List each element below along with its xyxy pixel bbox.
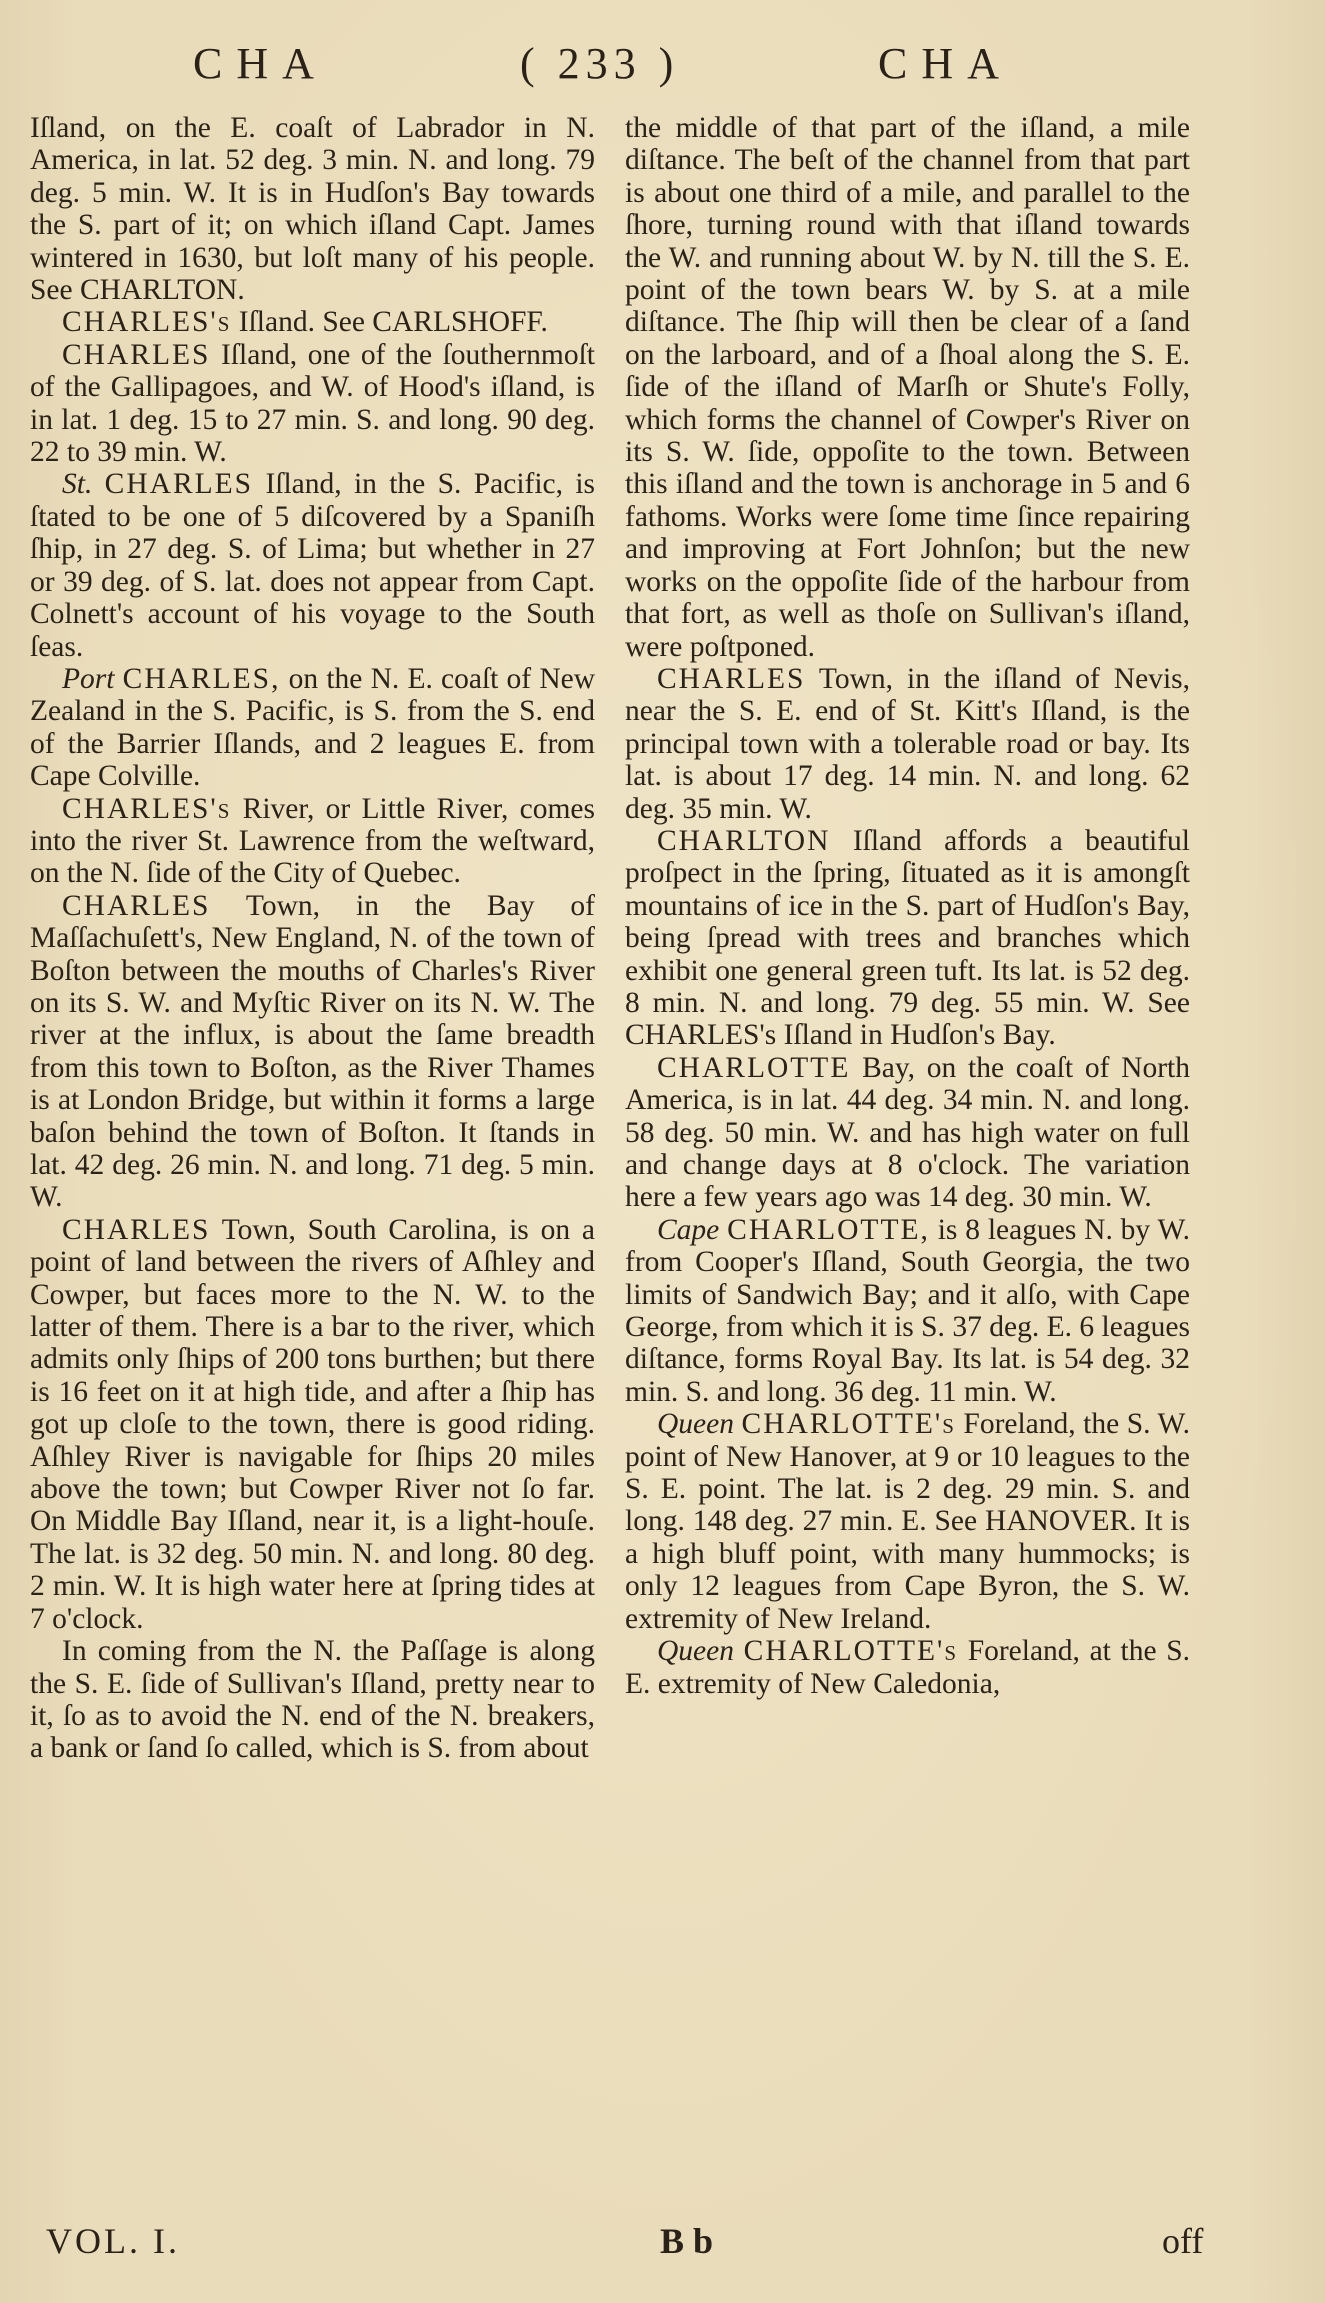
page-number: ( 233 ) bbox=[520, 39, 680, 88]
page-footer bbox=[0, 2220, 1325, 2270]
entry-headword: CHARLES bbox=[62, 338, 211, 371]
entry-text: Town, in the Bay of Maſſachuſett's, New England, N. of the town of Boſton between the mouths of Charles's River on its S. W. and Myſtic River on its N. W. The river at the influx, is about the ſame breadth from this town to Boſton, as the River Thames is at London Bridge, but within it forms a large baſon behind the town of Boſton. It ſtands in lat. 42 deg. 26 min. N. and long. 71 deg. 5 min. W. bbox=[30, 889, 596, 1214]
entry-text: Iſland. See CARLSHOFF. bbox=[238, 306, 548, 339]
entry-text: on the N. E. coaſt of New Zealand in the S. Pacific, is S. from the S. end of the Barrier Iſlands, and 2 leagues E. from Cape Colville. bbox=[30, 662, 596, 793]
entry-text: Bay, on the coaſt of North America, is in lat. 44 deg. 34 min. N. and long. 58 deg. 50 min. W. and has high water on full and change days at 8 o'clock. The variation here a few years ago was 14 deg. 30 min. W. bbox=[625, 1051, 1190, 1214]
entry-headword: CHARLES bbox=[62, 889, 211, 922]
entry-headword: CHARLTON bbox=[657, 824, 831, 857]
gazetteer-entry bbox=[30, 793, 595, 890]
entry-text: Iſland affords a beautiful proſpect in the ſpring, ſituated as it is amongſt mountains of ice in the S. part of Hudſon's Bay, being ſpread with trees and branches which exhibit one general green tuft. Its lat. is 52 deg. 8 min. N. and long. 79 deg. 55 min. W. See CHARLES's Iſland in Hudſon's Bay. bbox=[625, 824, 1191, 1052]
entry-headword: CHARLES bbox=[104, 468, 254, 501]
entry-text: Iſland, one of the ſouthernmoſt of the Gallipagoes, and W. of Hood's iſland, is in lat. 1 deg. 15 to 27 min. S. and long. 90 deg. 22 to 39 min. W. bbox=[30, 338, 595, 469]
header-right-word: CHA bbox=[878, 39, 1013, 88]
entry-text: Foreland, at the S. E. extremity of New Caledonia, bbox=[625, 1635, 1191, 1700]
entry-headword: CHARLES's bbox=[62, 792, 232, 825]
volume-label: VOL. I. bbox=[46, 2221, 180, 2261]
gazetteer-entry bbox=[625, 825, 1190, 1052]
gazetteer-entry bbox=[625, 1214, 1190, 1408]
entry-text: Town, in the iſland of Nevis, near the S. E. end of St. Kitt's Iſland, is the principal town with a tolerable road or bay. Its lat. is about 17 deg. 14 min. N. and long. 62 deg. 35 min. W. bbox=[625, 662, 1190, 825]
entry-text: Iſland, in the S. Pacific, is ſtated to be one of 5 diſcovered by a Spaniſh ſhip, in 27 deg. S. of Lima; but whether in 27 or 39 deg. of S. lat. does not appear from Capt. Colnett's account of his voyage to the South ſeas. bbox=[30, 468, 596, 663]
gazetteer-entry bbox=[30, 890, 595, 1214]
gazetteer-entry bbox=[30, 663, 595, 793]
signature-mark: B b bbox=[660, 2221, 714, 2261]
entry-text: is 8 leagues N. by W. from Cooper's Iſland, South Georgia, the two limits of Sandwich Bay; and it alſo, with Cape George, from which it is S. 37 deg. E. 6 leagues diſtance, forms Royal Bay. Its lat. is 54 deg. 32 min. S. and long. 36 deg. 11 min. W. bbox=[625, 1213, 1191, 1408]
gazetteer-entry bbox=[30, 1635, 595, 1765]
entry-prefix: Queen bbox=[657, 1635, 734, 1668]
gazetteer-entry bbox=[625, 1408, 1190, 1635]
entry-headword: CHARLOTTE bbox=[657, 1051, 851, 1084]
gazetteer-entry bbox=[625, 663, 1190, 825]
entry-text: Iſland, on the E. coaſt of Labrador in N. America, in lat. 52 deg. 3 min. N. and long. 79 deg. 5 min. W. It is in Hudſon's Bay towards the S. part of it; on which iſland Capt. James wintered in 1630, but loſt many of his people. See CHARLTON. bbox=[30, 112, 595, 307]
gazetteer-entry bbox=[30, 1214, 595, 1635]
entry-headword: CHARLOTTE's bbox=[741, 1408, 956, 1441]
entry-text: In coming from the N. the Paſſage is along the S. E. ſide of Sullivan's Iſland, pretty near to it, ſo as to avoid the N. end of the N. breakers, a bank or ſand ſo called, which is S. from about bbox=[30, 1635, 595, 1765]
gazetteer-entry bbox=[30, 339, 595, 469]
gazetteer-entry bbox=[30, 112, 595, 306]
entry-headword: CHARLES bbox=[657, 662, 806, 695]
gazetteer-entry bbox=[30, 468, 595, 662]
entry-prefix: Queen bbox=[657, 1408, 734, 1441]
entry-text: the middle of that part of the iſland, a mile diſtance. The beſt of the channel from that part is about one third of a mile, and parallel to the ſhore, turning round with that iſland towards the W. and running about W. by N. till the S. E. point of the town bears W. by S. at a mile diſtance. The ſhip will then be clear of a ſand on the larboard, and of a ſhoal along the S. E. ſide of the iſland of Marſh or Shute's Folly, which forms the channel of Cowper's River on its S. W. ſide, oppoſite to the town. Between this iſland and the town is anchorage in 5 and 6 fathoms. Works were ſome time ſince repairing and improving at Fort Johnſon; but the new works on the oppoſite ſide of the harbour from that fort, as well as thoſe on Sullivan's iſland, were poſtponed. bbox=[625, 112, 1190, 663]
right-column bbox=[625, 112, 1190, 1700]
catchword: off bbox=[1162, 2221, 1204, 2261]
entry-headword: CHARLOTTE, bbox=[727, 1213, 930, 1246]
entry-headword: CHARLES, bbox=[122, 662, 281, 695]
header-left-word: CHA bbox=[193, 39, 328, 88]
entry-prefix: Port bbox=[62, 662, 115, 695]
entry-prefix: St. bbox=[62, 468, 93, 501]
entry-headword: CHARLOTTE's bbox=[743, 1635, 959, 1668]
gazetteer-entry bbox=[625, 112, 1190, 663]
gazetteer-entry bbox=[625, 1635, 1190, 1700]
entry-headword: CHARLES bbox=[62, 1213, 211, 1246]
entry-prefix: Cape bbox=[657, 1213, 720, 1246]
entry-headword: CHARLES's bbox=[62, 306, 232, 339]
entry-text: River, or Little River, comes into the river St. Lawrence from the weſtward, on the N. ſide of the City of Quebec. bbox=[30, 792, 595, 890]
left-column bbox=[30, 112, 595, 1765]
gazetteer-entry bbox=[625, 1052, 1190, 1214]
running-header bbox=[0, 38, 1325, 108]
gazetteer-entry bbox=[30, 306, 595, 338]
entry-text: Foreland, the S. W. point of New Hanover, at 9 or 10 leagues to the S. E. point. The lat. is 2 deg. 29 min. S. and long. 148 deg. 27 min. E. See HANOVER. It is a high bluff point, with many hummocks; is only 12 leagues from Cape Byron, the S. W. extremity of New Ireland. bbox=[625, 1408, 1191, 1635]
entry-text: Town, South Carolina, is on a point of land between the rivers of Aſhley and Cowper, but faces more to the N. W. to the latter of them. There is a bar to the river, which admits only ſhips of 200 tons burthen; but there is 16 feet on it at high tide, and after a ſhip has got up cloſe to the town, there is good riding. Aſhley River is navigable for ſhips 20 miles above the town; but Cowper River not ſo far. On Middle Bay Iſland, near it, is a light-houſe. The lat. is 32 deg. 50 min. N. and long. 80 deg. 2 min. W. It is high water here at ſpring tides at 7 o'clock. bbox=[30, 1213, 596, 1635]
